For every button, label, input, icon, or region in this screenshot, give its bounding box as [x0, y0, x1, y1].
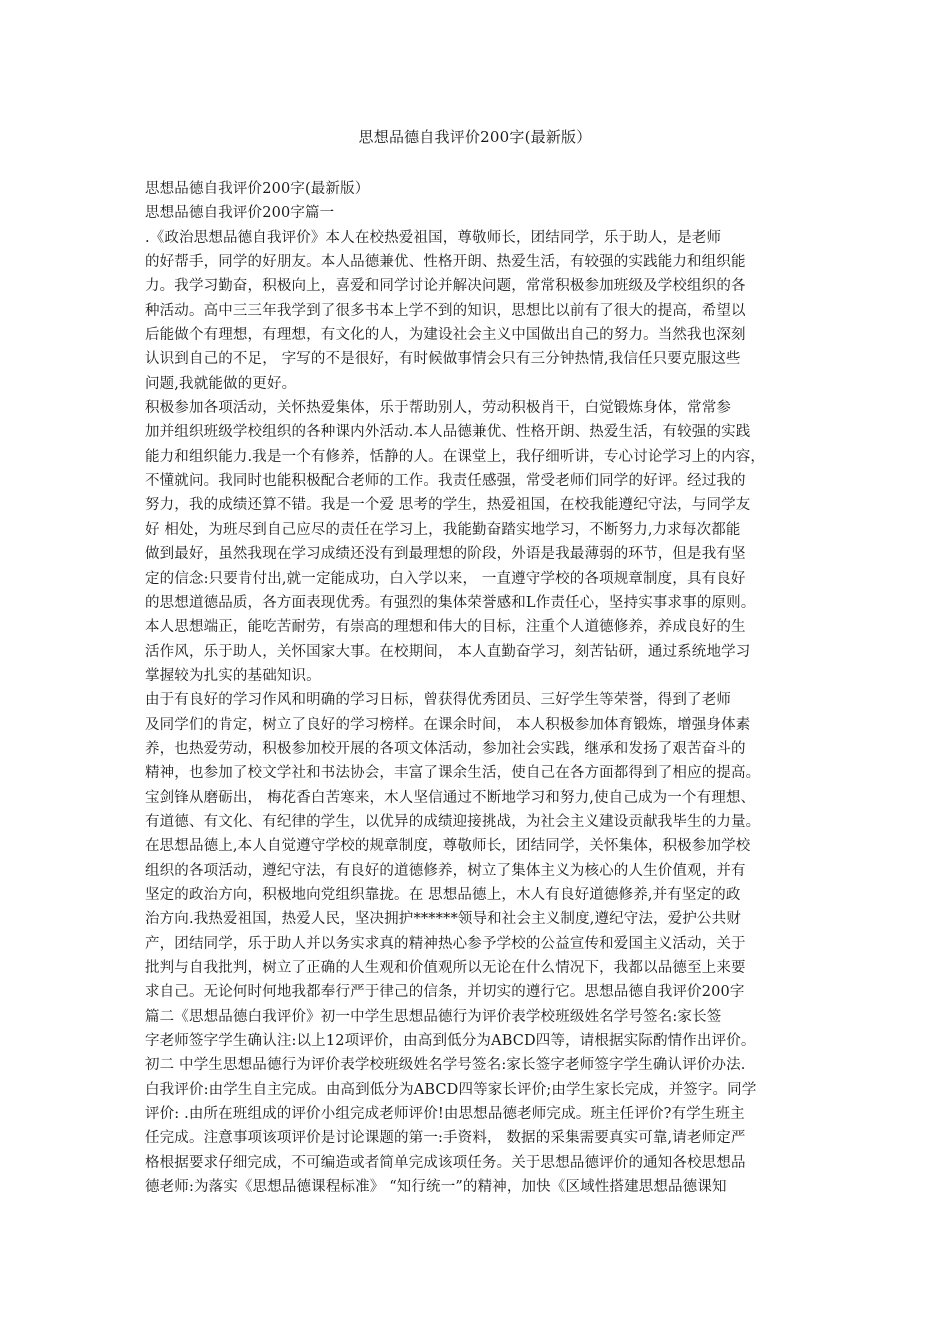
- text-line: 精神，也参加了校文学社和书法协会，丰富了课余生活，使自己在各方面都得到了相应的提高。: [145, 765, 761, 782]
- text-line: 格根据要求仔细完成，不可编造或者简单完成该项任务。关于思想品德评价的通知各校思想品: [145, 1154, 746, 1171]
- text-line: 掌握较为扎实的基础知识。: [145, 667, 321, 684]
- text-line: 评价: .由所在班组成的评价小组完成老师评价!由思想品德老师完成。班主任评价?有学生班主: [145, 1106, 745, 1123]
- text-line: 由于有良好的学习作风和明确的学习日标，曾获得优秀团员、三好学生等荣誉，得到了老师: [145, 692, 731, 709]
- document-title: 思想品德自我评价200字(最新版）: [358, 128, 592, 146]
- text-line: 批判与自我批判，树立了正确的人生观和价值观所以无论在什么情况下，我都以品德至上来要: [145, 960, 746, 976]
- text-line: 思想品德自我评价200字篇一: [145, 205, 335, 222]
- text-line: 的思想道德品质，各方面表现优秀。有强烈的集体荣誉感和L作责任心，坚持实事求事的原则。: [145, 594, 756, 611]
- text-line: 力。我学习勤奋，积极向上，喜爱和同学讨论并解决问题，常常积极参加班级及学校组织的各: [145, 278, 746, 295]
- text-line: 在思想品德上,本人自觉遵守学校的规章制度，尊敬师长，团结同学，关怀集体，积极参加学校: [145, 838, 751, 855]
- text-line: 不懂就问。我同时也能积极配合老师的工作。我责任感强，常受老师们同学的好评。经过我的: [145, 473, 746, 490]
- text-line: 问题,我就能做的更好。: [145, 375, 297, 392]
- text-line: 德老师:为落实《思想品德课程标准》 “知行统一”的精神，加快《区域性搭建思想品德课知: [145, 1179, 727, 1196]
- text-line: 组织的各项活动，遵纪守法，有良好的道德修养，树立了集体主义为核心的人生价值观，并有: [145, 862, 746, 879]
- text-line: 后能做个有理想，有理想，有文化的人，为建设社会主义中国做出自己的努力。当然我也深刻: [145, 327, 746, 344]
- text-line: 养，也热爱劳动，积极参加校开展的各项文体活动，参加社会实践，继承和发扬了艰苦奋斗的: [145, 740, 746, 757]
- text-line: 宝剑锋从磨砺出， 梅花香白苦寒来，木人坚信通过不断地学习和努力,使自己成为一个有理想、: [145, 789, 756, 806]
- text-line: 篇二《思想品德白我评价》初一中学生思想品德行为评价表学校班级姓名学号签名:家长签: [145, 1008, 722, 1025]
- document-body: [145, 177, 817, 1199]
- text-line: 定的信念:只要肯付出,就一定能成功，白入学以来， 一直遵守学校的各项规章制度，具有良好: [145, 570, 746, 587]
- text-line: 求自己。无论何时何地我都奉行严于律己的信条，并切实的遵行它。思想品德自我评价200字: [145, 984, 745, 1001]
- text-line: 有道德、有文化、有纪律的学生，以优异的成绩迎接挑战，为社会主义建设贡献我毕生的力量。: [145, 813, 761, 830]
- text-line: .《政治思想品德自我评价》本人在校热爱祖国，尊敬师长，团结同学，乐于助人，是老师: [145, 229, 722, 246]
- text-line: 白我评价:由学生自主完成。由高到低分为ABCD四等家长评价;由学生家长完成，并签字。同学: [145, 1081, 757, 1098]
- text-line: 产，团结同学，乐于助人并以务实求真的精神热心参予学校的公益宣传和爱国主义活动，关于: [145, 935, 746, 952]
- text-line: 及同学们的肯定，树立了良好的学习榜样。在课余时间， 本人积极参加体育锻炼，增强身体素: [145, 716, 751, 733]
- text-line: 任完成。注意事项该项评价是讨论课题的第一:手资料， 数据的采集需要真实可靠,请老师定严: [145, 1130, 746, 1147]
- text-line: 思想品德自我评价200字(最新版）: [145, 181, 370, 197]
- text-line: 加并组织班级学校组织的各种课内外活动.本人品德兼优、性格开朗、热爱生活，有较强的实践: [145, 424, 751, 441]
- text-line: 本人思想端正，能吃苦耐劳，有崇高的理想和伟大的目标，注重个人道德修养，养成良好的生: [145, 619, 746, 636]
- text-line: 坚定的政治方向，积极地向党组织靠拢。在 思想品德上，木人有良好道德修养,并有坚定的政: [145, 886, 741, 903]
- text-line: 积极参加各项活动，关怀热爱集体，乐于帮助别人，劳动积极肖干，白觉锻炼身体，常常参: [145, 400, 731, 417]
- text-line: 好 相处，为班尽到自己应尽的责任在学习上，我能勤奋踏实地学习，不断努力,力求每次都能: [145, 521, 741, 538]
- text-line: 努力，我的成绩还算不错。我是一个爱 思考的学生，热爱祖国，在校我能遵纪守法，与同学友: [145, 497, 751, 514]
- text-line: 种活动。高中三三年我学到了很多书本上学不到的知识，思想比以前有了很大的提高，希望以: [145, 302, 746, 319]
- text-line: 认识到自己的不足， 字写的不是很好，有时候做事情会只有三分钟热情,我信任只要克服这些: [145, 351, 741, 368]
- text-line: 做到最好，虽然我现在学习成绩还没有到最理想的阶段，外语是我最薄弱的环节，但是我有坚: [145, 546, 746, 563]
- text-line: 能力和组织能力.我是一个有修养，恬静的人。在课堂上，我仔细听讲，专心讨论学习上的内容，: [145, 448, 766, 465]
- text-line: 字老师签字学生确认注:以上12项评价，由高到低分为ABCD四等，请根据实际酌情作出评价。: [145, 1033, 756, 1050]
- text-line: 活作风，乐于助人，关怀国家大事。在校期间， 本人直勤奋学习，刻苦钻研，通过系统地学习: [145, 643, 751, 660]
- text-line: 治方向.我热爱祖国，热爱人民，坚决拥护******领导和社会主义制度,遵纪守法，爱护公共财: [145, 911, 741, 928]
- text-line: 的好帮手，同学的好朋友。本人品德兼优、性格开朗、热爱生活，有较强的实践能力和组织能: [145, 254, 746, 271]
- text-line: 初二 中学生思想品德行为评价表学校班级姓名学号签名:家长签字老师签字学生确认评价办法.: [145, 1057, 746, 1074]
